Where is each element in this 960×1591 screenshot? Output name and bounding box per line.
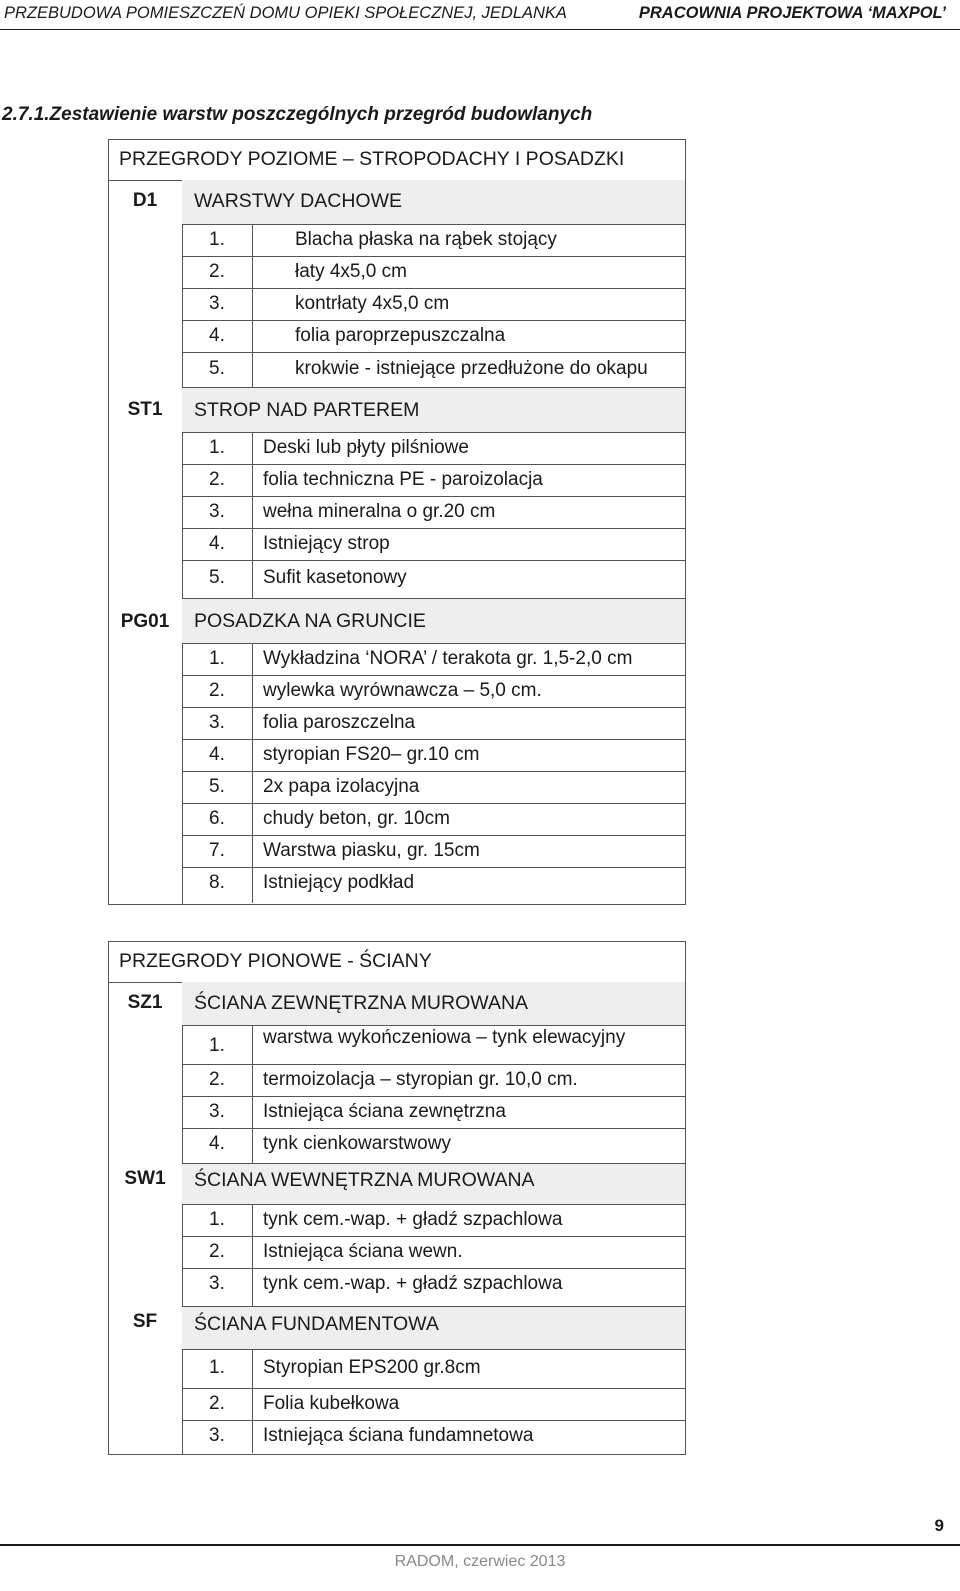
group-title: WARSTWY DACHOWE — [194, 190, 402, 212]
group-header — [182, 598, 685, 644]
table-title: PRZEGRODY PIONOWE - ŚCIANY — [119, 950, 432, 972]
row-number: 1. — [209, 648, 225, 669]
table-row — [182, 320, 685, 353]
table-row — [182, 707, 685, 740]
table-row — [182, 288, 685, 321]
row-number: 2. — [209, 1069, 225, 1090]
row-number-cell — [182, 496, 253, 528]
group-code: PG01 — [120, 611, 170, 632]
row-text: kontrłaty 4x5,0 cm — [295, 293, 450, 314]
group-header — [182, 1306, 685, 1350]
row-number-cell — [182, 1388, 253, 1420]
row-text: wełna mineralna o gr.20 cm — [263, 501, 496, 522]
row-number-cell — [182, 352, 253, 387]
table-row — [182, 352, 685, 387]
row-number-cell — [182, 528, 253, 560]
row-number: 6. — [209, 808, 225, 829]
group-title: STROP NAD PARTEREM — [194, 399, 420, 421]
row-number: 3. — [209, 293, 225, 314]
row-number: 1. — [209, 1357, 225, 1378]
row-number: 4. — [209, 325, 225, 346]
row-number: 1. — [209, 1209, 225, 1230]
table-row — [182, 1064, 685, 1097]
table-row — [182, 1268, 685, 1306]
row-text: Istniejący strop — [263, 533, 390, 554]
row-number: 2. — [209, 680, 225, 701]
group-code: D1 — [132, 190, 158, 211]
row-text: Folia kubełkowa — [263, 1393, 400, 1414]
row-text: krokwie - istniejące przedłużone do okapu — [295, 358, 648, 379]
code-column — [109, 982, 183, 1454]
row-text: folia paroszczelna — [263, 712, 416, 733]
row-text: Deski lub płyty pilśniowe — [263, 437, 469, 458]
table-row — [182, 1420, 685, 1453]
table-row — [182, 1204, 685, 1237]
table-row — [182, 1096, 685, 1129]
group-code: SF — [132, 1311, 158, 1332]
table-title-row — [109, 942, 685, 983]
table-horizontal-partitions — [108, 139, 686, 905]
group-title: ŚCIANA WEWNĘTRZNA MUROWANA — [194, 1169, 535, 1191]
footer-divider — [0, 1544, 960, 1546]
table-row — [182, 739, 685, 772]
group-title: POSADZKA NA GRUNCIE — [194, 610, 426, 632]
row-text: tynk cienkowarstwowy — [263, 1133, 451, 1154]
table-row — [182, 464, 685, 497]
row-text: Wykładzina ‘NORA’ / terakota gr. 1,5-2,0 cm — [263, 648, 633, 669]
footer-text: RADOM, czerwiec 2013 — [394, 1553, 566, 1570]
header-divider — [0, 29, 960, 30]
table-title-row — [109, 140, 685, 181]
table-vertical-partitions — [108, 941, 686, 1455]
row-text: Istniejąca ściana fundamnetowa — [263, 1425, 534, 1446]
table-title: PRZEGRODY POZIOME – STROPODACHY I POSADZKI — [119, 148, 625, 170]
group-header — [182, 1163, 685, 1205]
row-text: Istniejący podkład — [263, 872, 415, 893]
row-text: 2x papa izolacyjna — [263, 776, 420, 797]
row-number-cell — [182, 320, 253, 352]
group-title: ŚCIANA FUNDAMENTOWA — [194, 1313, 439, 1335]
row-number: 5. — [209, 567, 225, 588]
row-number-cell — [182, 288, 253, 320]
row-text: Styropian EPS200 gr.8cm — [263, 1357, 481, 1378]
row-number-cell — [182, 1204, 253, 1236]
table-row — [182, 1236, 685, 1269]
header-right-title: PRACOWNIA PROJEKTOWA ‘MAXPOL’ — [638, 4, 946, 22]
group-header — [182, 180, 685, 225]
row-text: łaty 4x5,0 cm — [295, 261, 407, 282]
row-number-cell — [182, 1128, 253, 1164]
row-number: 3. — [209, 1273, 225, 1294]
row-text: Blacha płaska na rąbek stojący — [295, 229, 557, 250]
table-row — [182, 675, 685, 708]
row-number: 2. — [209, 1241, 225, 1262]
row-text: Istniejąca ściana zewnętrzna — [263, 1101, 506, 1122]
row-number-cell — [182, 739, 253, 771]
row-number: 4. — [209, 744, 225, 765]
section-heading: 2.7.1.Zestawienie warstw poszczególnych przegród budowlanych — [2, 104, 593, 125]
row-number: 3. — [209, 501, 225, 522]
row-text: styropian FS20– gr.10 cm — [263, 744, 480, 765]
row-number: 7. — [209, 840, 225, 861]
table-row — [182, 835, 685, 868]
row-number-cell — [182, 1064, 253, 1096]
header-left-title: PRZEBUDOWA POMIESZCZEŃ DOMU OPIEKI SPOŁECZNEJ, JEDLANKA — [4, 4, 567, 22]
row-number: 5. — [209, 358, 225, 379]
group-title: ŚCIANA ZEWNĘTRZNA MUROWANA — [194, 992, 529, 1014]
row-number-cell — [182, 1420, 253, 1453]
row-number: 5. — [209, 776, 225, 797]
row-text: tynk cem.-wap. + gładź szpachlowa — [263, 1273, 563, 1294]
row-text: Warstwa piasku, gr. 15cm — [263, 840, 480, 861]
table-row — [182, 1388, 685, 1421]
row-text: chudy beton, gr. 10cm — [263, 808, 450, 829]
row-text: warstwa wykończeniowa – tynk elewacyjny — [263, 1027, 626, 1048]
table-row — [182, 867, 685, 903]
row-number: 1. — [209, 229, 225, 250]
row-number-cell — [182, 643, 253, 675]
table-row — [182, 643, 685, 676]
row-number-cell — [182, 560, 253, 598]
row-text: Sufit kasetonowy — [263, 567, 407, 588]
group-code: ST1 — [127, 399, 163, 420]
row-text: folia techniczna PE - paroizolacja — [263, 469, 543, 490]
table-row — [182, 1025, 685, 1065]
group-code: SZ1 — [127, 992, 163, 1013]
row-number: 3. — [209, 712, 225, 733]
row-number-cell — [182, 256, 253, 288]
table-row — [182, 1128, 685, 1164]
row-number-cell — [182, 1349, 253, 1388]
group-header — [182, 387, 685, 433]
table-row — [182, 560, 685, 598]
row-text: tynk cem.-wap. + gładź szpachlowa — [263, 1209, 563, 1230]
row-number: 1. — [209, 437, 225, 458]
table-row — [182, 496, 685, 529]
row-text: termoizolacja – styropian gr. 10,0 cm. — [263, 1069, 578, 1090]
row-number-cell — [182, 835, 253, 867]
row-number-cell — [182, 1236, 253, 1268]
row-number-cell — [182, 1025, 253, 1064]
row-text: wylewka wyrównawcza – 5,0 cm. — [263, 680, 542, 701]
row-text: folia paroprzepuszczalna — [295, 325, 506, 346]
group-code: SW1 — [124, 1168, 166, 1189]
row-number-cell — [182, 867, 253, 903]
row-number-cell — [182, 771, 253, 803]
row-number: 2. — [209, 469, 225, 490]
row-text: Istniejąca ściana wewn. — [263, 1241, 463, 1262]
row-number: 3. — [209, 1425, 225, 1446]
table-row — [182, 256, 685, 289]
row-number-cell — [182, 803, 253, 835]
table-row — [182, 528, 685, 561]
row-number-cell — [182, 1268, 253, 1306]
row-number-cell — [182, 1096, 253, 1128]
row-number-cell — [182, 432, 253, 464]
row-number: 3. — [209, 1101, 225, 1122]
code-column — [109, 180, 183, 904]
group-header — [182, 982, 685, 1026]
table-row — [182, 803, 685, 836]
row-number-cell — [182, 464, 253, 496]
row-number-cell — [182, 224, 253, 256]
row-number: 8. — [209, 872, 225, 893]
row-number: 1. — [209, 1035, 225, 1056]
table-row — [182, 432, 685, 465]
table-row — [182, 224, 685, 257]
row-number-cell — [182, 675, 253, 707]
row-number: 4. — [209, 533, 225, 554]
page-number: 9 — [934, 1516, 944, 1535]
table-row — [182, 1349, 685, 1389]
table-row — [182, 771, 685, 804]
row-number: 2. — [209, 261, 225, 282]
row-number: 2. — [209, 1393, 225, 1414]
row-number-cell — [182, 707, 253, 739]
row-number: 4. — [209, 1133, 225, 1154]
